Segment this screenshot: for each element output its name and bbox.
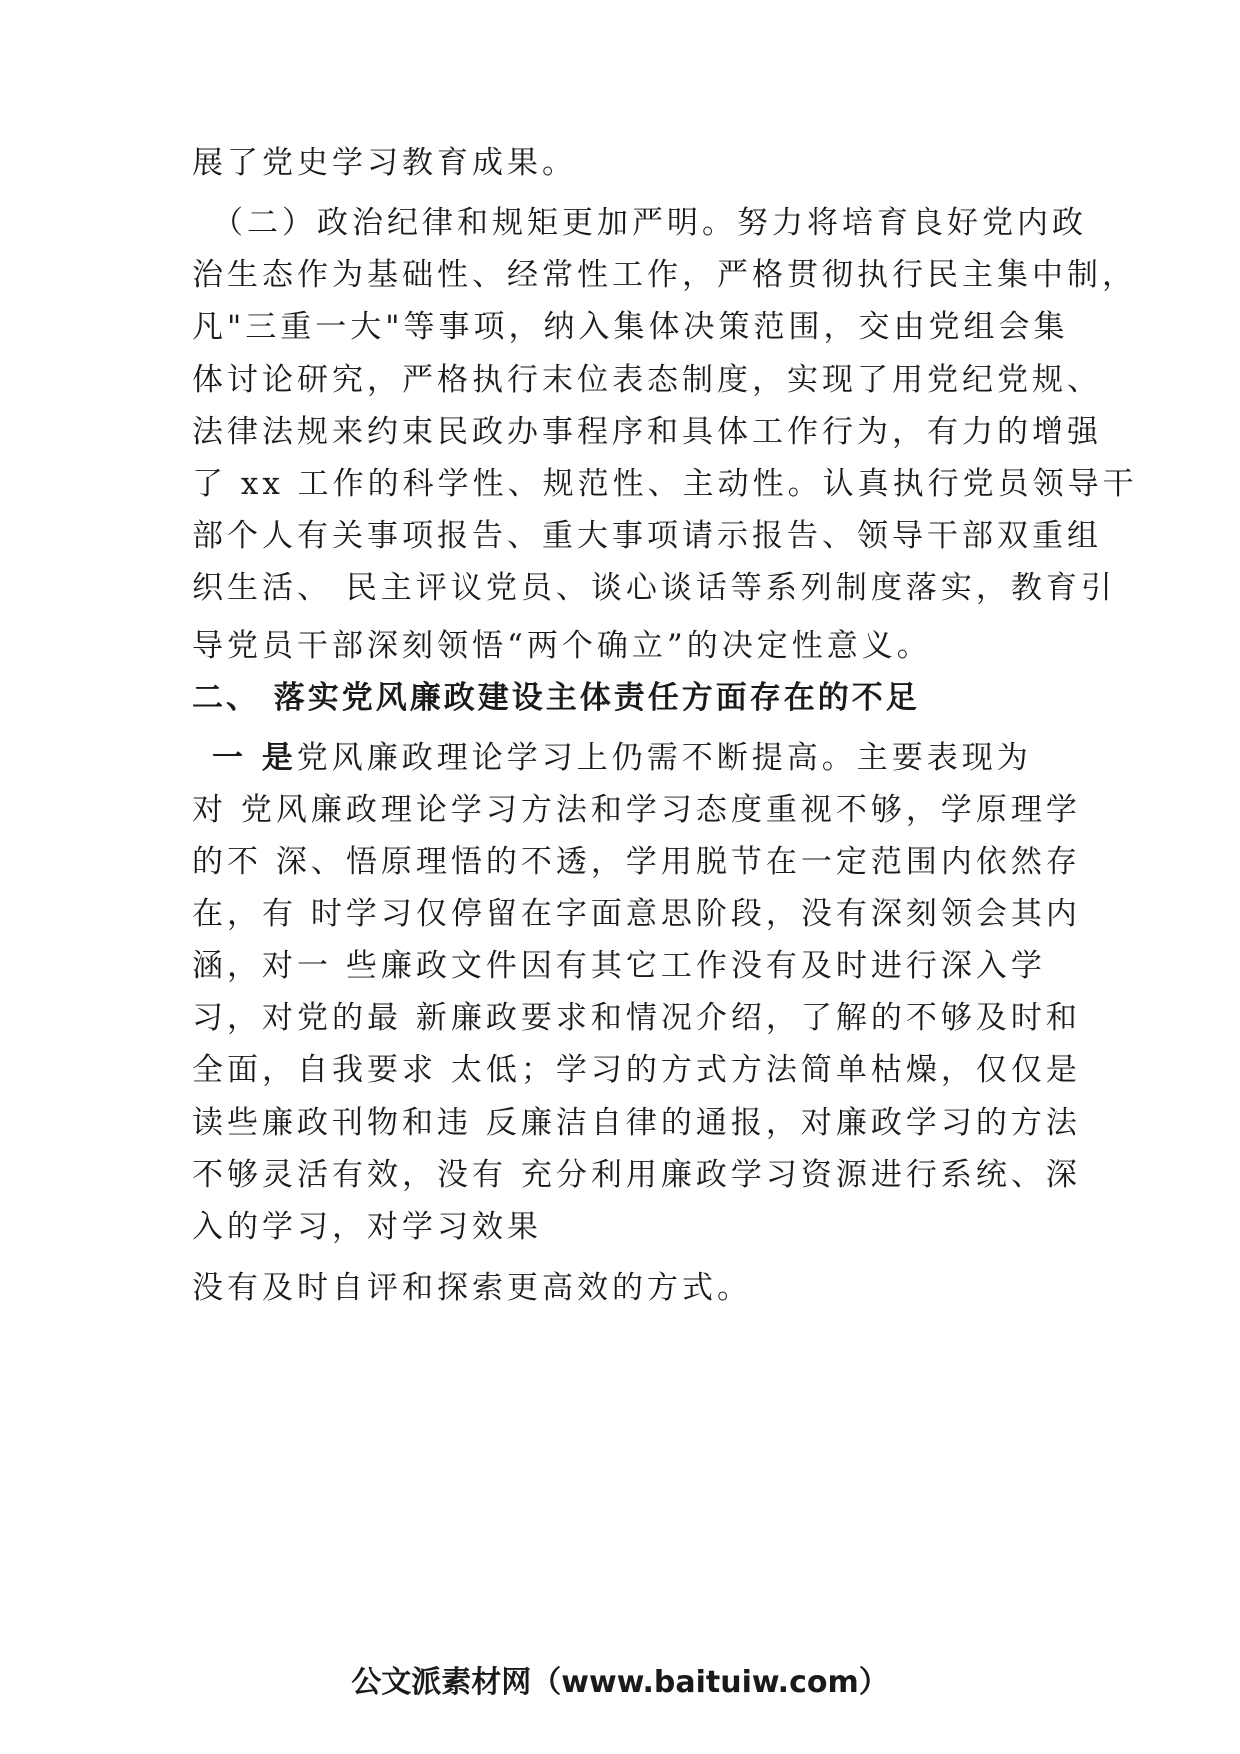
section-line: 读些廉政刊物和违 反廉洁自律的通报，对廉政学习的方法	[192, 1105, 1081, 1141]
section-line: 没有及时自评和探索更高效的方式。	[192, 1270, 752, 1306]
section-heading: 二、 落实党风廉政建设主体责任方面存在的不足	[192, 680, 920, 716]
section-line: 不够灵活有效，没有 充分利用廉政学习资源进行系统、深	[192, 1157, 1081, 1193]
section-line: 在，有 时学习仅停留在字面意思阶段，没有深刻领会其内	[192, 896, 1081, 932]
paragraph-line: 部个人有关事项报告、重大事项请示报告、领导干部双重组	[192, 518, 1102, 554]
paragraph-line: 织生活、 民主评议党员、谈心谈话等系列制度落实，教育引	[192, 570, 1116, 606]
paragraph-line: 展了党史学习教育成果。	[192, 145, 577, 181]
paragraph-line: 导党员干部深刻领悟“两个确立”的决定性意义。	[192, 628, 932, 664]
paragraph-line: 法律法规来约束民政办事程序和具体工作行为，有力的增强	[192, 414, 1102, 450]
paragraph-line: 体讨论研究，严格执行末位表态制度，实现了用党纪党规、	[192, 362, 1102, 398]
paragraph-line: 治生态作为基础性、经常性工作，严格贯彻执行民主集中制，	[192, 257, 1137, 293]
section-line: 涵，对一 些廉政文件因有其它工作没有及时进行深入学	[192, 948, 1046, 984]
section-line: 全面，自我要求 太低；学习的方式方法简单枯燥，仅仅是	[192, 1052, 1081, 1088]
section-line: 入的学习，对学习效果	[192, 1209, 542, 1245]
section-lead-bold: 一 是	[212, 740, 297, 776]
section-lead-line	[212, 738, 1032, 778]
section-lead-rest: 党风廉政理论学习上仍需不断提高。主要表现为	[296, 740, 1032, 776]
paragraph-line: 了 xx 工作的科学性、规范性、主动性。认真执行党员领导干	[192, 466, 1138, 502]
section-line: 习，对党的最 新廉政要求和情况介绍，了解的不够及时和	[192, 1000, 1081, 1036]
paragraph-line: 凡"三重一大"等事项，纳入集体决策范围，交由党组会集	[192, 309, 1069, 345]
section-line: 的不 深、悟原理悟的不透，学用脱节在一定范围内依然存	[192, 844, 1081, 880]
paragraph-line: （二）政治纪律和规矩更加严明。努力将培育良好党内政	[212, 205, 1087, 241]
section-line: 对 党风廉政理论学习方法和学习态度重视不够，学原理学	[192, 792, 1081, 828]
footer-watermark: 公文派素材网（www.baituiw.com）	[351, 1665, 889, 1700]
